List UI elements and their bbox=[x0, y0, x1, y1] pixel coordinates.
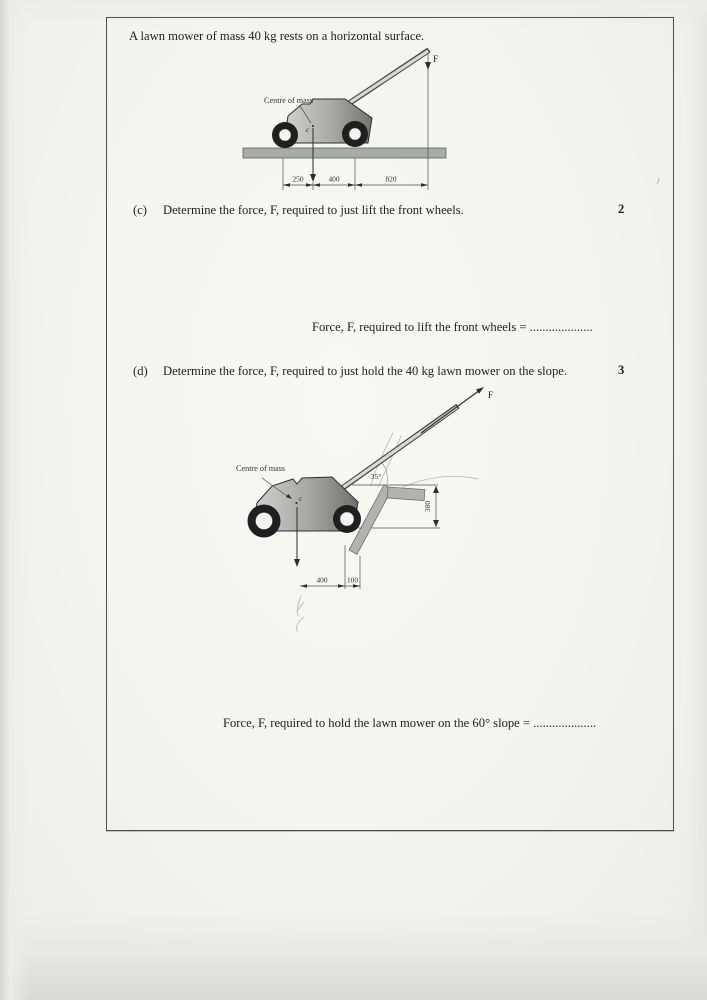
dim-250-label: 250 bbox=[292, 174, 304, 184]
slope-diagram bbox=[225, 383, 670, 633]
slope-top-surface bbox=[387, 487, 425, 501]
force-f-label: F bbox=[433, 54, 439, 64]
dim-100-label: 100 bbox=[346, 575, 359, 585]
pencil-scribble bbox=[297, 596, 304, 631]
dim-820-label: 820 bbox=[385, 174, 397, 184]
centre-of-mass-label: Centre of mass bbox=[264, 96, 314, 105]
force-f-label: F bbox=[488, 390, 494, 400]
dim-380-label: 380 bbox=[423, 500, 432, 513]
centre-of-mass-c-label: c bbox=[299, 495, 303, 503]
part-d-question: Determine the force, F, required to just hold the 40 kg lawn mower on the slope. bbox=[163, 364, 567, 378]
rear-wheel bbox=[248, 505, 281, 538]
centre-of-mass-point bbox=[296, 502, 298, 504]
part-d-label: (d) bbox=[133, 364, 148, 378]
force-f-arrow bbox=[421, 387, 484, 433]
part-c-question: Determine the force, F, required to just lift the front wheels. bbox=[163, 203, 464, 217]
intro-text: A lawn mower of mass 40 kg rests on a horizontal surface. bbox=[129, 29, 425, 43]
rear-wheel bbox=[272, 122, 298, 148]
part-c-answer-line: Force, F, required to lift the front wheels = .................... bbox=[312, 320, 593, 334]
part-d-answer-line: Force, F, required to hold the lawn mower on the 60° slope = .................... bbox=[223, 716, 597, 730]
part-c-marks: 2 bbox=[618, 202, 625, 216]
centre-of-mass-c-label: c bbox=[306, 126, 310, 134]
front-wheel bbox=[342, 121, 368, 147]
angle-35-label: 35° bbox=[370, 472, 382, 481]
part-d-marks: 3 bbox=[618, 363, 625, 377]
dim-400-label: 400 bbox=[328, 174, 340, 184]
force-f-arrow bbox=[425, 62, 431, 70]
centre-of-mass-label: Centre of mass bbox=[236, 464, 286, 473]
front-wheel bbox=[333, 505, 361, 533]
dim-400-label: 400 bbox=[316, 575, 328, 585]
centre-of-mass-point bbox=[312, 125, 314, 127]
part-c-label: (c) bbox=[133, 203, 147, 217]
ground-surface bbox=[243, 148, 446, 158]
flat-surface-diagram bbox=[230, 40, 480, 200]
